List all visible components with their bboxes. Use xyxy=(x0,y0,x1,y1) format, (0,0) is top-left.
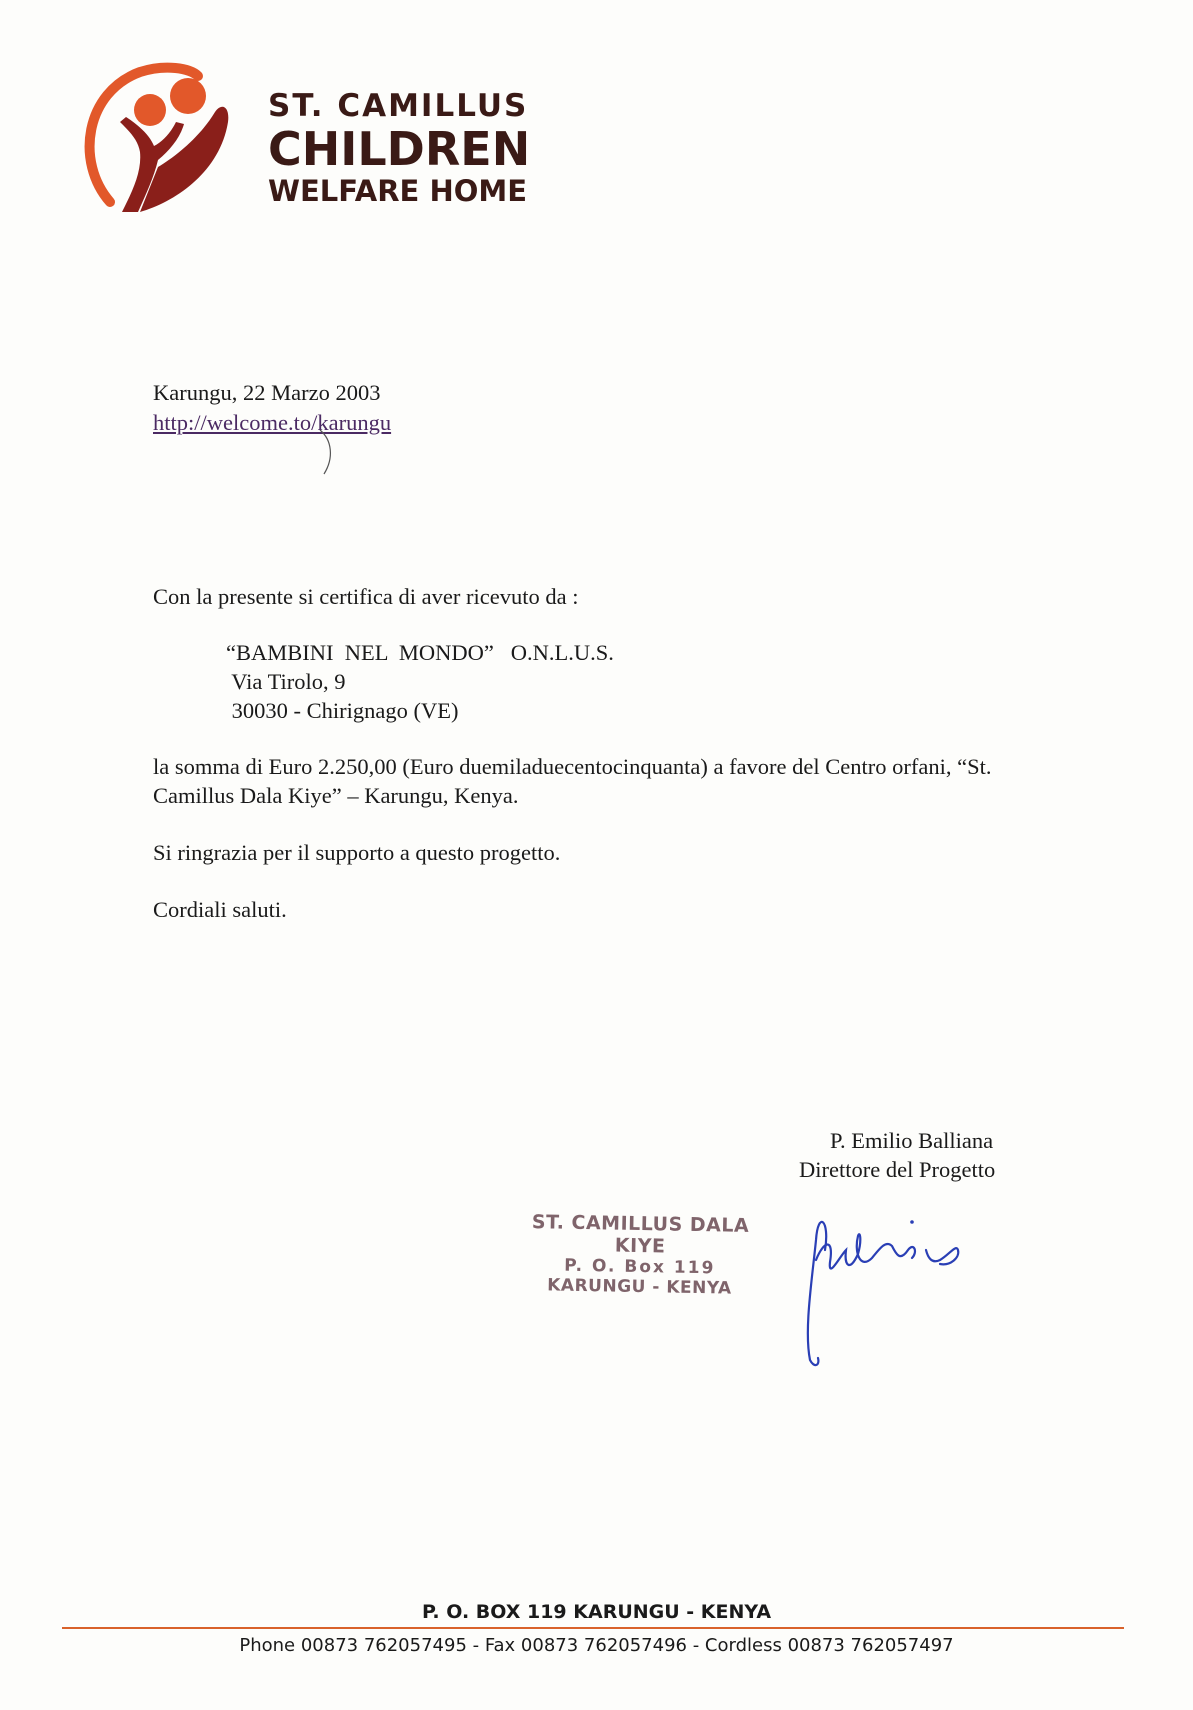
signatory-name: P. Emilio Balliana xyxy=(830,1128,994,1153)
recipient-street: Via Tirolo, 9 xyxy=(226,669,346,694)
stamp-line3: KARUNGU - KENYA xyxy=(547,1275,732,1299)
website-link[interactable]: http://welcome.to/karungu xyxy=(153,410,392,435)
handwritten-signature xyxy=(800,1200,1020,1370)
signatory-role: Direttore del Progetto xyxy=(799,1157,996,1182)
org-name-line2: CHILDREN xyxy=(268,122,531,176)
recipient-city: 30030 - Chirignago (VE) xyxy=(226,698,459,723)
recipient-name: “BAMBINI NEL MONDO” O.N.L.U.S. xyxy=(226,640,614,665)
letter-date: Karungu, 22 Marzo 2003 xyxy=(153,380,381,405)
recipient-address xyxy=(226,638,614,725)
stamp-line2: P. O. Box 119 xyxy=(564,1255,716,1279)
certification-intro: Con la presente si certifica di aver ricevuto da : xyxy=(153,584,579,609)
thanks-paragraph: Si ringrazia per il supporto a questo progetto. xyxy=(153,840,561,865)
organization-name xyxy=(268,88,530,208)
org-name-line1: ST. CAMILLUS xyxy=(268,88,529,124)
org-name-line3: WELFARE HOME xyxy=(268,174,528,208)
pen-mark xyxy=(318,428,346,476)
children-welfare-logo xyxy=(80,62,250,232)
closing-greeting: Cordiali saluti. xyxy=(153,897,287,922)
amount-paragraph: la somma di Euro 2.250,00 (Euro duemiladuecentocinquanta) a favore del Centro orfani, “St. Camillus Dala Kiye” – Karungu, Kenya. xyxy=(153,754,992,808)
stamp-line1: ST. CAMILLUS DALA KIYE xyxy=(531,1211,750,1258)
footer-divider xyxy=(62,1627,1124,1629)
organization-stamp xyxy=(524,1211,755,1299)
footer-contacts: Phone 00873 762057495 - Fax 00873 762057496 - Cordless 00873 762057497 xyxy=(239,1635,954,1656)
footer-address: P. O. BOX 119 KARUNGU - KENYA xyxy=(421,1601,772,1623)
